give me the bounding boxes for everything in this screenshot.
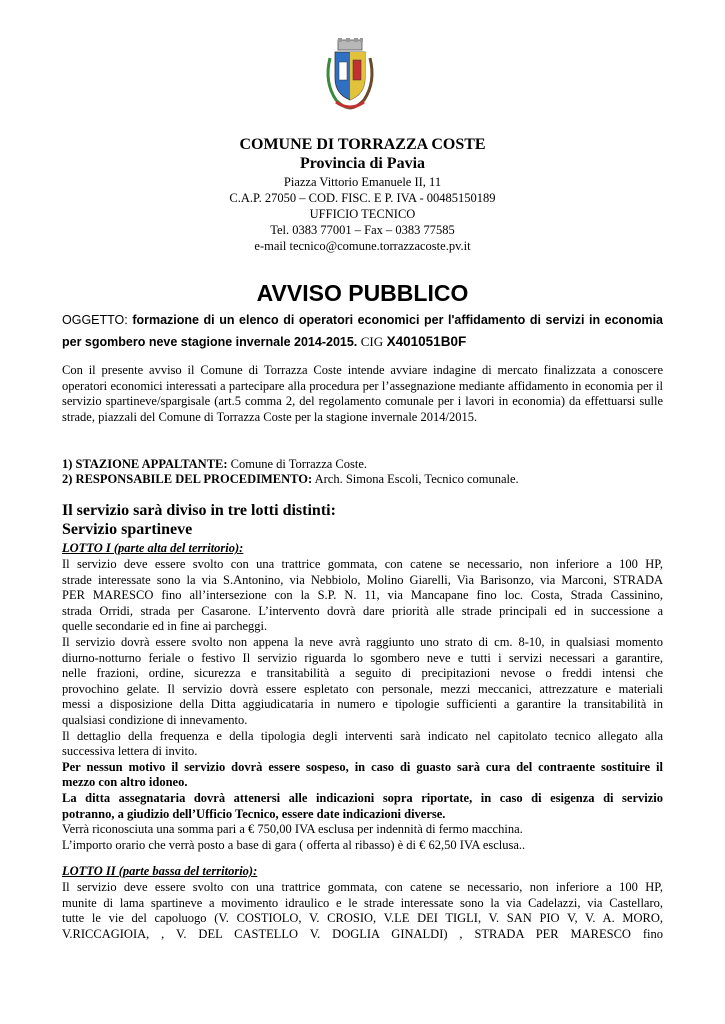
lotto-1-line: mezzo con altro idoneo. <box>62 775 188 790</box>
lotto-1-line: qualsiasi condizione di innevamento. <box>62 713 248 727</box>
lotto-1-line: messi a disposizione della Ditta aggiudicataria in numero e tipologie sufficienti a garantire la transitabilità in <box>62 697 663 712</box>
tax-code-line: C.A.P. 27050 – COD. FISC. E P. IVA - 00485150189 <box>229 191 496 205</box>
lotto-1-line: potranno, a giudizio dell’Ufficio Tecnico, essere date indicazioni diverse. <box>62 806 446 821</box>
lotto-2-line: V.RICCAGIOIA, , V. DEL CASTELLO V. DOGLIA GINALDI) , STRADA PER MARESCO fino <box>62 926 663 941</box>
section-stazione <box>62 457 367 473</box>
lotto-1-line: diurno-notturno feriale o festivo Il servizio riguarda lo sgombero neve e tutti i servizi necessari a garantire, <box>62 650 663 665</box>
lotto-1-line: PER MARESCO fino all’intersezione con la S.P. N. 11, via Mancapane fino loc. Costa, Strada Cassinino, <box>62 588 663 603</box>
municipality-name: COMUNE DI TORRAZZA COSTE <box>239 136 486 153</box>
email-line: e-mail tecnico@comune.torrazzacoste.pv.it <box>254 239 471 253</box>
section-responsabile <box>62 472 519 488</box>
office-line: UFFICIO TECNICO <box>309 207 416 221</box>
lotto-1-line: Per nessun motivo il servizio dovrà essere sospeso, in caso di guasto sarà cura del contraente sostituire il <box>62 759 663 774</box>
lotto-1-heading: LOTTO I (parte alta del territorio): <box>62 541 244 555</box>
section-responsabile-value: Arch. Simona Escoli, Tecnico comunale. <box>314 472 519 486</box>
address-line: Piazza Vittorio Emanuele II, 11 <box>283 175 442 189</box>
lotto-2-heading: LOTTO II (parte bassa del territorio): <box>62 864 258 878</box>
lotto-2-line: tutte le vie del capoluogo (V. COSTIOLO, V. CROSIO, V.LE DEI TIGLI, V. SAN PIO V, V. A. MORO, <box>62 911 663 926</box>
lotto-1-line: strada Orridi, strada per Casarone. L’intervento dovrà dare priorità alle strade principali ed in successione a <box>62 603 663 618</box>
municipal-crest-icon <box>322 38 378 114</box>
lotto-2-line: munite di lama spartineve a movimento idraulico e le strade interessate sono la via Cadelazzi, via Castellaro, <box>62 895 663 910</box>
lotto-1-line: successiva lettera di invito. <box>62 744 198 759</box>
lotto-1-line: nelle frazioni, ordine, sicurezza e transitabilità a seguito di precipitazioni nevose o freddi intensi che <box>62 666 663 681</box>
lotto-1-line: Il servizio dovrà essere svolto non appena la neve avrà raggiunto uno strato di cm. 8-10, in qualsiasi momento <box>62 635 663 649</box>
intro-paragraph: Con il presente avviso il Comune di Torrazza Coste intende avviare indagine di mercato finalizzata a conoscere operatori economici interessati a partecipare alla procedura per l’assegnazione mediante affidamento in economia per il servizio spartineve/spargisale (art.5 comma 2, del regolamento comunale per i lavori in economia) da effettuarsi sulle strade, piazzali del Comune di Torrazza Coste per la stagione invernale 2014/2015. <box>62 363 663 424</box>
servizio-heading: Servizio spartineve <box>62 521 193 538</box>
lotto-1-line: quelle secondarie ed in fine ai parcheggi. <box>62 619 268 634</box>
cig-label: CIG <box>360 334 384 349</box>
lotto-1-line: strade interessate sono la via S.Antonino, via Nebbiolo, Molino Giarelli, Via Barisonzo, via Marconi, STRADA <box>62 572 663 587</box>
lotto-1-line: provochino gelate. Il servizio dovrà essere espletato con personale, mezzi meccanici, attrezzature e materiali <box>62 681 663 696</box>
lotto-1-line: La ditta assegnataria dovrà attenersi alle indicazioni sopra riportate, in caso di esigenza di servizio <box>62 791 663 805</box>
section-responsabile-label: 2) RESPONSABILE DEL PROCEDIMENTO: <box>62 472 313 486</box>
lotto-1-line: Verrà riconosciuta una somma pari a € 750,00 IVA esclusa per indennità di fermo macchina. <box>62 822 523 837</box>
section-stazione-value: Comune di Torrazza Coste. <box>230 457 368 471</box>
phone-line: Tel. 0383 77001 – Fax – 0383 77585 <box>270 223 455 237</box>
page-title: AVVISO PUBBLICO <box>256 280 469 306</box>
cig-value: X401051B0F <box>386 334 467 349</box>
section-stazione-label: 1) STAZIONE APPALTANTE: <box>62 457 228 471</box>
lotto-1-line: L’importo orario che verrà posto a base di gara ( offerta al ribasso) è di € 62,50 IVA esclusa.. <box>62 837 526 852</box>
subject-label: OGGETTO: <box>62 313 128 327</box>
subject-text: formazione di un elenco di operatori economici per l'affidamento di servizi in economia per sgombero neve stagione invernale 2014-2015. <box>62 313 663 349</box>
lotto-2-line: Il servizio deve essere svolto con una trattrice gommata, con catene se necessario, non inferiore a 100 HP, <box>62 880 663 894</box>
lotti-heading: Il servizio sarà diviso in tre lotti distinti: <box>62 502 336 519</box>
lotto-1-line: Il dettaglio della frequenza e della tipologia degli interventi sarà indicato nel capitolato tecnico allegato alla <box>62 728 663 743</box>
province-name: Provincia di Pavia <box>299 155 426 172</box>
lotto-1-line: Il servizio deve essere svolto con una trattrice gommata, con catene se necessario, non inferiore a 100 HP, <box>62 557 663 571</box>
subject-block <box>62 310 663 353</box>
